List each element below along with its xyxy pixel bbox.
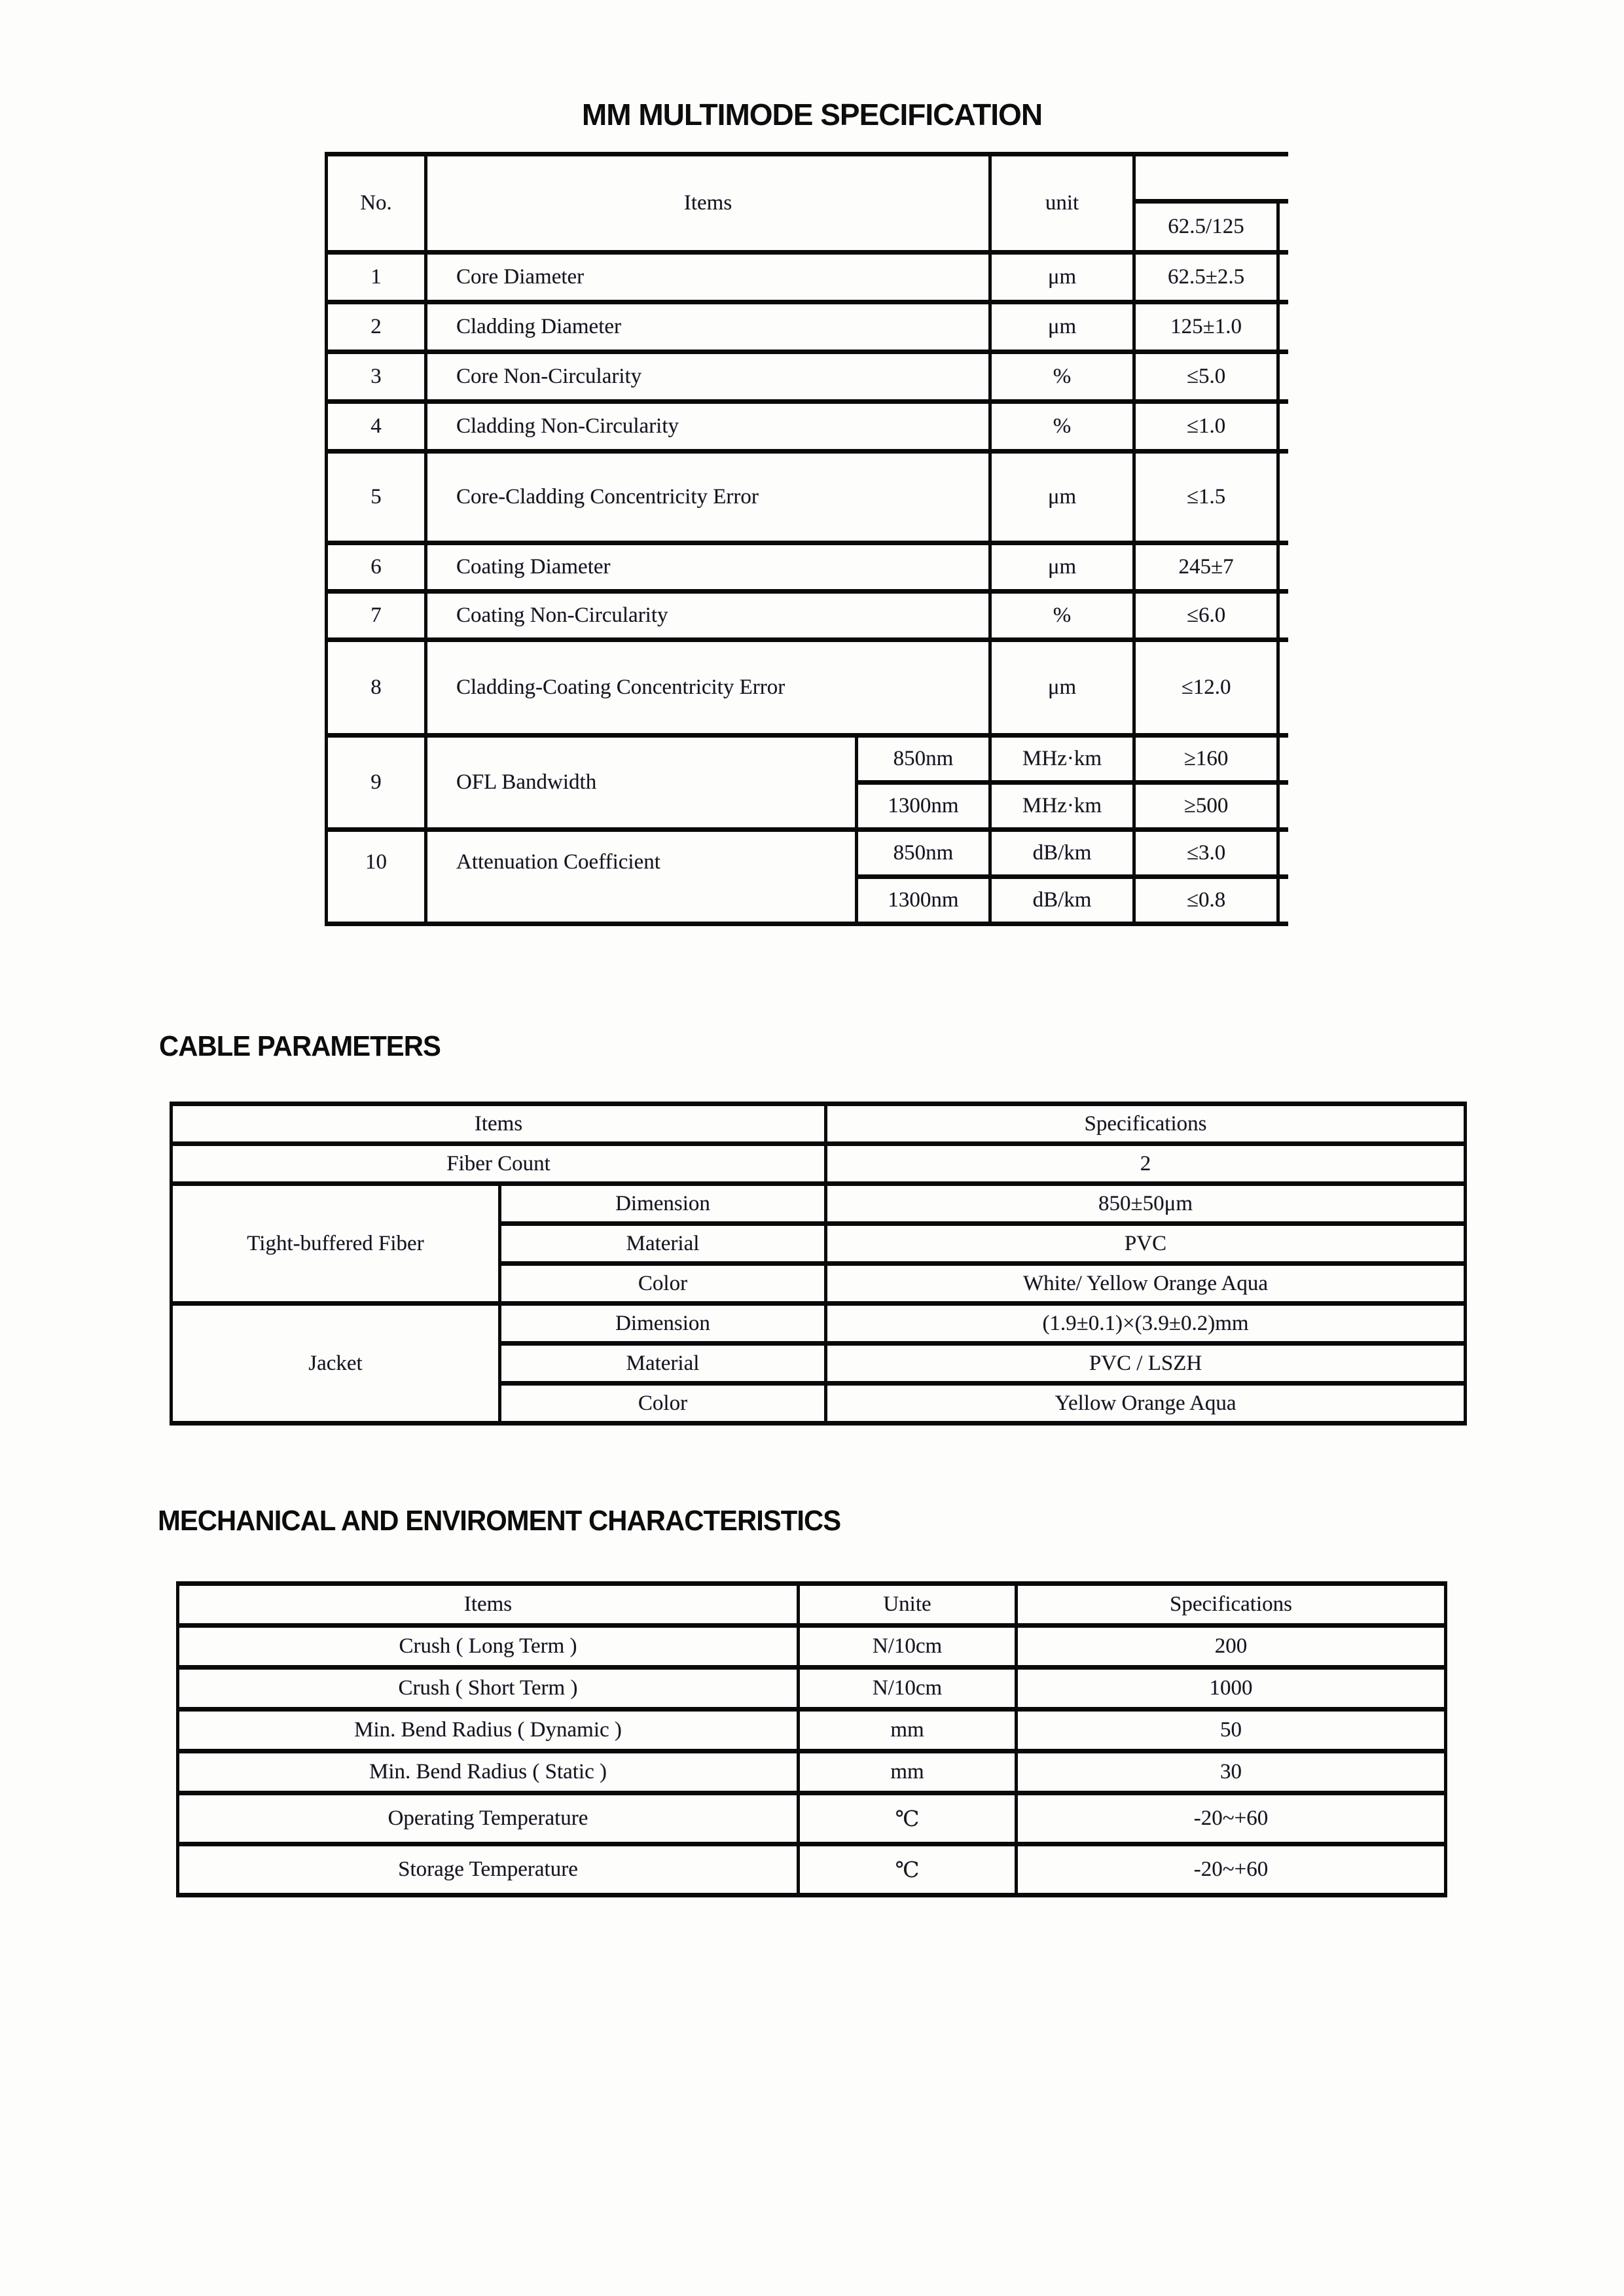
table-row [178, 1793, 1446, 1844]
spec-value-cell: 50 [1017, 1710, 1446, 1751]
fiber-count-value-cell: 2 [826, 1144, 1466, 1184]
unit-cell: μm [990, 452, 1134, 543]
spec-value-cell: ≥500 [1134, 783, 1278, 830]
spec-value-cell: ≤5.0 [1134, 352, 1278, 402]
table-row [327, 352, 1289, 402]
unit-cell: % [990, 402, 1134, 452]
item-cell: Core Diameter [426, 253, 990, 302]
table-row [327, 736, 1289, 783]
spec-value-cell: 125±1.0 [1134, 302, 1278, 352]
item-cell: Crush ( Short Term ) [178, 1668, 799, 1710]
item-cell: Attenuation Coefficient [426, 830, 857, 924]
spec-value-cell: (1.9±0.1)×(3.9±0.2)mm [826, 1304, 1466, 1344]
spec-value-cell: PVC [826, 1224, 1466, 1264]
spec-value-cell: 1000 [1017, 1668, 1446, 1710]
table-row [178, 1710, 1446, 1751]
property-cell: Material [500, 1344, 826, 1384]
item-cell: Core Non-Circularity [426, 352, 990, 402]
table-row [327, 592, 1289, 640]
clipped-column-cell [1278, 830, 1288, 877]
table-row [327, 402, 1289, 452]
spec-value-cell: ≤6.0 [1134, 592, 1278, 640]
clipped-column-cell [1278, 640, 1288, 736]
wavelength-cell: 1300nm [857, 783, 990, 830]
spec-value-cell: ≤1.0 [1134, 402, 1278, 452]
spec-value-cell: 200 [1017, 1626, 1446, 1668]
item-cell: Min. Bend Radius ( Static ) [178, 1751, 799, 1793]
fiber-spec-table-clip-region [325, 152, 1288, 999]
row-number-cell: 5 [327, 452, 426, 543]
row-number-cell: 7 [327, 592, 426, 640]
unit-cell: μm [990, 253, 1134, 302]
clipped-column-cell [1278, 302, 1288, 352]
fiber-header-spec-group-empty [1134, 154, 1288, 202]
table-row [327, 253, 1289, 302]
unit-cell: % [990, 592, 1134, 640]
fiber-header-type: 62.5/125 [1134, 202, 1278, 253]
row-number-cell: 6 [327, 543, 426, 592]
cable-header-specs: Specifications [826, 1104, 1466, 1144]
table-row [171, 1144, 1466, 1184]
fiber-spec-table [325, 152, 1288, 926]
property-cell: Dimension [500, 1304, 826, 1344]
property-cell: Color [500, 1384, 826, 1424]
clipped-column-cell [1278, 877, 1288, 924]
clipped-column-cell [1278, 543, 1288, 592]
fiber-header-unit: unit [990, 154, 1134, 253]
item-cell: Coating Non-Circularity [426, 592, 990, 640]
item-cell: Operating Temperature [178, 1793, 799, 1844]
clipped-column-cell [1278, 202, 1288, 253]
spec-value-cell: Yellow Orange Aqua [826, 1384, 1466, 1424]
spec-value-cell: -20~+60 [1017, 1793, 1446, 1844]
spec-value-cell: 30 [1017, 1751, 1446, 1793]
page-title: MM MULTIMODE SPECIFICATION [581, 98, 1043, 132]
unit-cell: N/10cm [799, 1626, 1017, 1668]
unit-cell: N/10cm [799, 1668, 1017, 1710]
cable-header-items: Items [171, 1104, 826, 1144]
mech-header-unit: Unite [799, 1584, 1017, 1626]
item-cell: Cladding Diameter [426, 302, 990, 352]
item-cell: Storage Temperature [178, 1844, 799, 1895]
property-cell: Material [500, 1224, 826, 1264]
spec-value-cell: ≥160 [1134, 736, 1278, 783]
row-number-cell: 2 [327, 302, 426, 352]
spec-value-cell: ≤0.8 [1134, 877, 1278, 924]
spec-value-cell: 62.5±2.5 [1134, 253, 1278, 302]
wavelength-cell: 850nm [857, 736, 990, 783]
row-number-cell: 3 [327, 352, 426, 402]
mechanical-characteristics-table [176, 1581, 1447, 1897]
cable-parameters-heading: CABLE PARAMETERS [159, 1030, 441, 1062]
item-cell: Cladding Non-Circularity [426, 402, 990, 452]
unit-cell: ℃ [799, 1844, 1017, 1895]
table-row [327, 830, 1289, 877]
table-row [327, 302, 1289, 352]
row-number-cell: 4 [327, 402, 426, 452]
clipped-column-cell [1278, 352, 1288, 402]
unit-cell: μm [990, 640, 1134, 736]
clipped-column-cell [1278, 253, 1288, 302]
row-number-cell: 8 [327, 640, 426, 736]
table-row [178, 1584, 1446, 1626]
mech-header-specs: Specifications [1017, 1584, 1446, 1626]
spec-value-cell: White/ Yellow Orange Aqua [826, 1264, 1466, 1304]
item-cell: Coating Diameter [426, 543, 990, 592]
wavelength-cell: 850nm [857, 830, 990, 877]
table-row [171, 1304, 1466, 1344]
table-row [178, 1751, 1446, 1793]
unit-cell: % [990, 352, 1134, 402]
item-cell: Crush ( Long Term ) [178, 1626, 799, 1668]
mechanical-characteristics-heading: MECHANICAL AND ENVIROMENT CHARACTERISTICS [158, 1505, 841, 1537]
unit-cell: mm [799, 1751, 1017, 1793]
property-cell: Color [500, 1264, 826, 1304]
group-label-cell: Jacket [171, 1304, 500, 1424]
clipped-column-cell [1278, 736, 1288, 783]
fiber-header-no: No. [327, 154, 426, 253]
unit-cell: μm [990, 543, 1134, 592]
row-number-cell: 1 [327, 253, 426, 302]
property-cell: Dimension [500, 1184, 826, 1224]
cable-parameters-table [170, 1102, 1467, 1426]
spec-value-cell: 245±7 [1134, 543, 1278, 592]
spec-value-cell: -20~+60 [1017, 1844, 1446, 1895]
table-row [178, 1668, 1446, 1710]
table-row [327, 543, 1289, 592]
fiber-count-label-cell: Fiber Count [171, 1144, 826, 1184]
unit-cell: MHz·km [990, 783, 1134, 830]
item-cell: Cladding-Coating Concentricity Error [426, 640, 990, 736]
table-row [171, 1104, 1466, 1144]
clipped-column-cell [1278, 592, 1288, 640]
table-row [327, 452, 1289, 543]
unit-cell: dB/km [990, 830, 1134, 877]
table-row [178, 1844, 1446, 1895]
unit-cell: dB/km [990, 877, 1134, 924]
item-cell: Core-Cladding Concentricity Error [426, 452, 990, 543]
unit-cell: mm [799, 1710, 1017, 1751]
unit-cell: ℃ [799, 1793, 1017, 1844]
table-row [327, 640, 1289, 736]
group-label-cell: Tight-buffered Fiber [171, 1184, 500, 1304]
wavelength-cell: 1300nm [857, 877, 990, 924]
spec-value-cell: ≤3.0 [1134, 830, 1278, 877]
unit-cell: μm [990, 302, 1134, 352]
spec-value-cell: ≤1.5 [1134, 452, 1278, 543]
mech-header-items: Items [178, 1584, 799, 1626]
spec-value-cell: PVC / LSZH [826, 1344, 1466, 1384]
unit-cell: MHz·km [990, 736, 1134, 783]
table-row [171, 1184, 1466, 1224]
clipped-column-cell [1278, 402, 1288, 452]
spec-value-cell: ≤12.0 [1134, 640, 1278, 736]
item-cell: Min. Bend Radius ( Dynamic ) [178, 1710, 799, 1751]
spec-value-cell: 850±50μm [826, 1184, 1466, 1224]
fiber-header-items: Items [426, 154, 990, 253]
row-number-cell: 10 [327, 830, 426, 924]
table-row [178, 1626, 1446, 1668]
row-number-cell: 9 [327, 736, 426, 830]
clipped-column-cell [1278, 783, 1288, 830]
clipped-column-cell [1278, 452, 1288, 543]
item-cell: OFL Bandwidth [426, 736, 857, 830]
